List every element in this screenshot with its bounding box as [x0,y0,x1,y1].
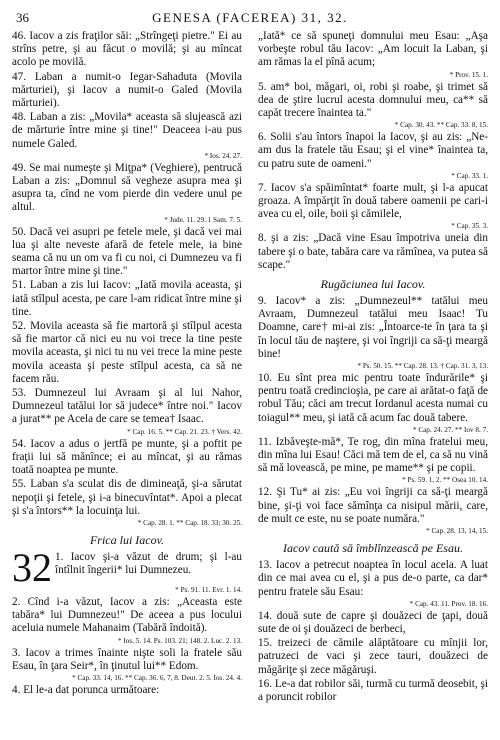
cross-reference: * Cap. 24. 27. ** Iov 8. 7. [412,425,488,434]
page-header [12,8,488,28]
cross-reference: * Ps. 50. 15. ** Cap. 28. 13. † Cap. 31. 3, 13. [357,362,488,371]
verse-text: 53. Dumnezeul lui Avraam şi al lui Nahor, Dumnezeul tatălui lor să judece* între noi." Iacov a jurat** pe Acela de care se temea† Isaac. [12,387,242,426]
verse-text: 51. Laban a zis lui Iacov: „Iată movila aceasta, şi iată stîlpul acesta, pe care l-am ridicat între mine şi tine. [12,279,242,318]
cross-reference: * Cap. 28. 1. ** Cap. 18. 33; 30. 25. [137,518,242,527]
verse-text: 46. Iacov a zis fraţilor săi: „Strîngeţi pietre." Ei au strîns petre, şi au făcut o movilă; şi au mîncat acolo pe movilă. [12,30,242,69]
cross-reference: * Jude. 11. 29. 1 Sam. 7. 5. [164,215,242,224]
verse-text: 12. Şi Tu* ai zis: „Eu voi îngriji ca să-ţi meargă bine, şi-ţi voi face sămînţa ca nisipul mării, care, de mult ce este, nu se poate număra." [258,486,488,525]
verse-text: 15. treizeci de cămile alăptătoare cu mînjii lor, patruzeci de vaci şi zece tauri, douăzeci de măgăriţe şi zece măgăruşi. [258,637,488,676]
verse-text: 1. Iacov şi-a văzut de drum; şi l-au întîlnit îngerii* lui Dumnezeu. [55,550,242,577]
verse-text: 49. Se mai numeşte şi Miţpa* (Veghiere), pentrucă Laban a zis: „Domnul să vegheze asupra mea şi asupra ta, cînd ne vom pierde din vedere unul pe altul. [12,161,242,214]
cross-reference: * Ios. 5. 14. Ps. 103. 21; 148. 2. Luc. 2. 13. [118,636,242,645]
verse-text: 3. Iacov a trimes înainte nişte soli la fratele său Esau, în ţara Seir*, în ţinutul lui** Edom. [12,646,242,672]
verse-text: 14. două sute de capre şi douăzeci de ţapi, două sute de oi şi douăzeci de berbeci, [258,609,488,635]
cross-reference: * Prov. 15. 1. [449,70,488,79]
cross-reference: * Ps. 59. 1, 2. ** Osea 10. 14. [402,476,488,485]
verse-text: 50. Dacă vei asupri pe fetele mele, şi dacă vei mai lua şi alte neveste afară de fetele mele, ia bine seama că nu un om va fi cu noi, ci Dumnezeu va fi martor între mine şi tine." [12,225,242,278]
verse-text: 11. Izbăveşte-mă*, Te rog, din mîna fratelui meu, din mîna lui Esau! Căci mă tem de el, ca să nu vină să mă lovească, pe mine, pe mame** şi pe copii. [258,435,488,475]
verse-text: 5. am* boi, măgari, oi, robi şi roabe, şi trimet să dea de ştire lucrul acesta domnului meu, ca** să capăt trecere înaintea ta." [258,80,488,120]
verse-text: 48. Laban a zis: „Movila* aceasta să slujească azi de mărturie între mine şi tine!" Deaceea i-au pus numele Galed. [12,111,242,150]
verse-text: 10. Eu sînt prea mic pentru toate îndurările* şi pentru toată credincioşia, pe care ai arătat-o faţă de robul Tău; căci am trecut Iordanul acesta numai cu toiagul** meu, şi iată că acum fac două tabere. [258,372,488,424]
page-number: 36 [16,10,29,25]
verse-text: 4. El le-a dat porunca următoare: [12,683,160,696]
verse-text: 6. Solii s'au întors înapoi la Iacov, şi au zis: „Ne-am dus la fratele tău Esau; şi el vine* înaintea ta, cu patru sute de oameni." [258,131,488,170]
verse-text: 47. Laban a numit-o Iegar-Sahaduta (Movila mărturiei), şi Iacov a numit-o Galed (Movila mărturiei). [12,70,242,110]
cross-reference: * Cap. 33. 14, 16. ** Cap. 36. 6, 7, 8. Deut. 2. 5. Ios. 24. 4. [72,673,242,682]
left-column [12,30,242,736]
cross-reference: * Cap. 33. 1. [451,171,488,180]
section-heading: Iacov caută să îmblînzească pe Esau. [283,541,463,556]
section-heading: Rugăciunea lui Iacov. [320,277,426,292]
verse-text: 16. Le-a dat robilor săi, turmă cu turmă deosebit, şi a poruncit robilor [258,677,488,703]
cross-reference: * Cap. 16. 5. ** Cap. 21. 23. † Vers. 42. [127,427,242,436]
chapter-number: 32 [12,544,52,590]
cross-reference: * Cap. 35. 3. [451,222,488,231]
verse-text: 8. şi a zis: „Dacă vine Esau împotriva uneia din tabere şi o bate, tabăra care va rămînea, va putea să scape." [258,232,488,271]
verse-text: „Iată* ce să spuneţi domnului meu Esau: „Aşa vorbeşte robul tău Iacov: „Am locuit la Laban, şi am rămas la el pînă acum; [258,30,488,69]
verse-text: 7. Iacov s'a spăimîntat* foarte mult, şi l-a apucat groaza. A împărţit în două tabere oamenii pe cari-i avea cu el, oile, boii şi cămilele, [258,181,488,221]
cross-reference: * Ps. 91. 11. Evr. 1. 14. [175,585,242,594]
verse-text: 55. Laban s'a sculat dis de dimineaţă, şi-a sărutat nepoţii şi fetele, şi i-a binecuvîntat*. Apoi a plecat şi s'a întors** la locuinţa lui. [12,478,242,517]
right-column [258,30,488,736]
verse-text: 54. Iacov a adus o jertfă pe munte, şi a poftit pe fraţii lui să mănînce; ei au mîncat, şi au rămas toată noaptea pe munte. [12,437,242,477]
text-columns [12,30,488,736]
cross-reference: * Cap. 43. 11. Prov. 18. 16. [409,599,488,608]
verse-text: 13. Iacov a petrecut noaptea în locul acela. A luat din ce mai avea cu el, şi a pus de-o parte, ca dar* pentru fratele său Esau: [258,559,488,598]
cross-reference: * Cap. 28. 13, 14, 15. [426,527,488,536]
section-heading: Frica lui Iacov. [89,532,165,547]
verse-text: 9. Iacov* a zis: „Dumnezeul** tatălui meu Avraam, Dumnezeul tatălui meu Isaac! Tu Doamne, care† mi-ai zis: „Întoarce-te în ţara ta şi în locul tău de naştere, şi voi îngriji ca să-ţi meargă bine! [258,295,488,360]
cross-reference: * Cap. 30. 43. ** Cap. 33. 8, 15. [394,121,488,130]
verse-text: 52. Movila aceasta să fie martoră şi stîlpul acesta să fie martor că nici eu nu voi trece la tine peste movila aceasta, şi nici tu nu vei trece la mine peste movila aceasta şi peste stîlpul acesta, ca să ne facem rău. [12,320,242,385]
cross-reference: * Ios. 24. 27. [204,151,242,160]
verse-text: 2. Cînd i-a văzut, Iacov a zis: „Aceasta este tabăra* lui Dumnezeu!" De aceea a pus locului aceluia numele Mahanaim (Tabără îndoită). [12,595,242,635]
running-head: GENESA (FACEREA) 31, 32. [152,10,348,25]
